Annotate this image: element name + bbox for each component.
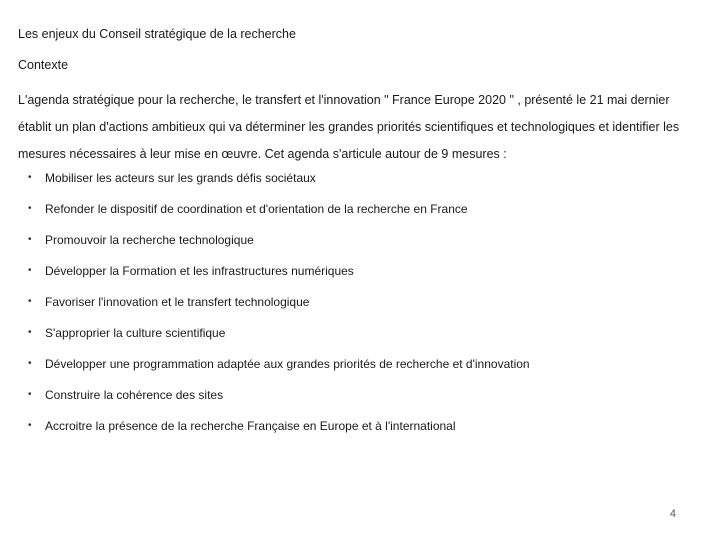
list-item-text: Construire la cohérence des sites [45,388,224,402]
bullet-icon: • [28,234,32,245]
list-item [28,168,530,199]
list-item-text: Développer une programmation adaptée aux grandes priorités de recherche et d'innovation [45,357,530,371]
intro-paragraph: L'agenda stratégique pour la recherche, le transfert et l'innovation " France Europe 2020 " , présenté le 21 mai dernier établit un plan d'actions ambitieux qui va déterminer les grandes priorités scientifiques et technologiques et identifier les mesures nécessaires à leur mise en œuvre. Cet agenda s'articule autour de 9 mesures : [18,93,680,161]
measures-list [28,168,530,447]
list-item-text: Accroitre la présence de la recherche Française en Europe et à l'international [45,419,456,433]
bullet-icon: • [28,327,32,338]
slide-title: Les enjeux du Conseil stratégique de la recherche [18,27,296,41]
section-heading: Contexte [18,58,69,72]
list-item [28,199,530,230]
page-number: 4 [669,508,676,520]
list-item-text: Promouvoir la recherche technologique [45,233,254,247]
list-item [28,385,530,416]
bullet-icon: • [28,420,32,431]
list-item [28,323,530,354]
bullet-icon: • [28,203,32,214]
list-item-text: S'approprier la culture scientifique [45,326,226,340]
list-item [28,292,530,323]
list-item-text: Refonder le dispositif de coordination et d'orientation de la recherche en France [45,202,468,216]
list-item [28,261,530,292]
list-item [28,230,530,261]
list-item-text: Mobiliser les acteurs sur les grands défis sociétaux [45,171,316,185]
list-item [28,354,530,385]
bullet-icon: • [28,265,32,276]
bullet-icon: • [28,389,32,400]
list-item-text: Favoriser l'innovation et le transfert technologique [45,295,310,309]
bullet-icon: • [28,296,32,307]
bullet-icon: • [28,358,32,369]
list-item-text: Développer la Formation et les infrastructures numériques [45,264,354,278]
list-item [28,416,530,447]
bullet-icon: • [28,172,32,183]
